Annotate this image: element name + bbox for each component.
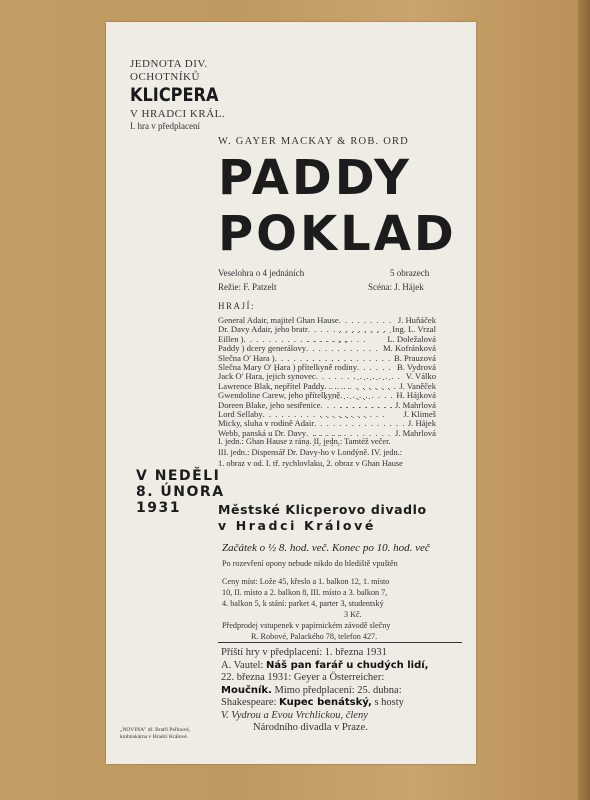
cast-actor: V. Válko [405,371,436,382]
next-line: Shakespeare: Kupec benátský, s hosty [221,697,404,708]
cast-actor: H. Hájková [396,390,436,401]
price-line: 3 Kč. [344,610,362,619]
cast-actor: J. Vaněček [399,380,436,391]
acts-line: 1. obraz v od. I. tř. rychlovlaku, 2. obraz v Ghan Hause [218,459,403,468]
printer-credit [120,727,190,741]
venue-line1: Městské Klicperovo divadlo [218,502,427,517]
printer-line: knihtiskárna v Hradci Králové. [120,734,189,740]
cast-role: Eillen ) [218,333,244,344]
cast-role: Doreen Blake, jeho sestřenice [218,399,321,410]
price-line: Ceny míst: Lože 45, křeslo a 1. balkon 12, 1. místo [222,577,390,586]
theatre-poster [106,22,476,764]
play-name: Náš pan farář u chudých lidí, [266,659,429,671]
set-designer: Scéna: J. Hájek [368,282,424,292]
cast-role: Paddy ) dcery generálovy [218,343,307,354]
cast-role: Webb, panská u Dr. Davy [218,427,307,438]
divider-rule [218,642,462,643]
presale-line: Předprodej vstupenek v papírnickém závodě slečny [222,621,391,630]
next-line: A. Vautel: Náš pan farář u chudých lidí, [221,659,429,671]
title-line2: POKLAD [218,206,457,262]
late-entry-notice: Po rozevření opony nebude nikdo do hlediště vpuštěn [222,559,398,568]
cast-actor: M. Kofránková [383,343,436,354]
scenes: 5 obrazech [390,268,430,278]
year: 1931 [136,500,181,516]
cast-actor: J. Hájek [407,418,436,429]
org-line1: JEDNOTA DIV. [130,58,208,70]
cast-actor: J. Mahrlová [394,427,436,438]
cast-actor: J. Huňáček [397,315,436,325]
next-line: 22. března 1931: Geyer a Österreicher: [221,672,385,683]
cast-heading: HRAJÍ: [218,301,256,311]
genre: Veselohra o 4 jednáních [218,268,305,278]
acts-line: I. jedn.: Ghan Hause z rána. II. jedn.: Tamtéž večer. [218,437,391,446]
cast-role: Lord Sellaby [218,409,263,419]
cast-actor: Ing. L. Vrzal [392,324,436,335]
price-line: 10, II. místo a 2. balkon 8, III. místo a 3. balkon 7, [222,588,388,597]
play-name: Moučník. [221,684,272,696]
date-line1: V NEDĚLI [136,468,221,484]
next-line: V. Vydrou a Evou Vrchlickou, členy [221,709,368,721]
org-name: KLICPERA [130,84,219,106]
cast-role: Slečna O' Hara ) [218,352,275,363]
cast-actor: B. Prauzová [393,352,436,363]
price-line: 4. balkon 5, k stání: parket 4, parter 3, studentský [222,599,384,608]
director: Režie: F. Patzelt [218,282,277,292]
org-line3: V HRADCI KRÁL. [130,108,226,120]
cast-actor: L. Doležalová [387,333,436,344]
cast-role: Gwendoline Carew, jeho přítelkyně [218,390,341,401]
cast-role: Micky, sluha v rodině Adair [218,418,315,429]
date-line2: 8. ÚNORA [136,484,225,500]
cast-role: General Adair, majitel Ghan Hause [218,315,339,325]
cast-actor: B. Vydrová [397,362,436,372]
cast-role: Lawrence Blak, nepřítel Paddy [218,380,325,391]
next-line: Moučník. Mimo předplacení: 25. dubna: [221,684,402,696]
next-line: Národního divadla v Praze. [253,722,368,733]
presale-line: R. Robové, Palackého 78, telefon 427. [251,632,378,641]
printer-line: „NOVINA" dř. Bratři Peřinové, [120,727,191,733]
org-line2: OCHOTNÍKŮ [130,71,200,83]
title-line1: PADDY [218,150,412,206]
acts-line: III. jedn.: Dispensář Dr. Davy-ho v Londýně. IV. jedn.: [218,448,403,457]
cast-role: Jack O' Hara, jejich synovec [218,371,316,382]
subscription-note: I. hra v předplacení [130,121,200,131]
cast-role: Slečna Mary O' Hara ) přítelkyně rodiny [218,362,358,372]
start-time: Začátek o ½ 8. hod. več. Konec po 10. hod. več [222,542,430,554]
cast-actor: J. Mahrlová [394,399,436,410]
cast-actor: J. Klimeš [403,409,436,419]
authors: W. GAYER MACKAY & ROB. ORD [218,136,409,147]
cast-role: Dr. Davy Adair, jeho bratr [218,324,308,335]
play-name: Kupec benátský, [279,697,372,708]
next-line: Příští hry v předplacení: 1. března 1931 [221,647,387,658]
venue-line2: v Hradci Králové [218,518,376,533]
next-plays [221,647,451,735]
